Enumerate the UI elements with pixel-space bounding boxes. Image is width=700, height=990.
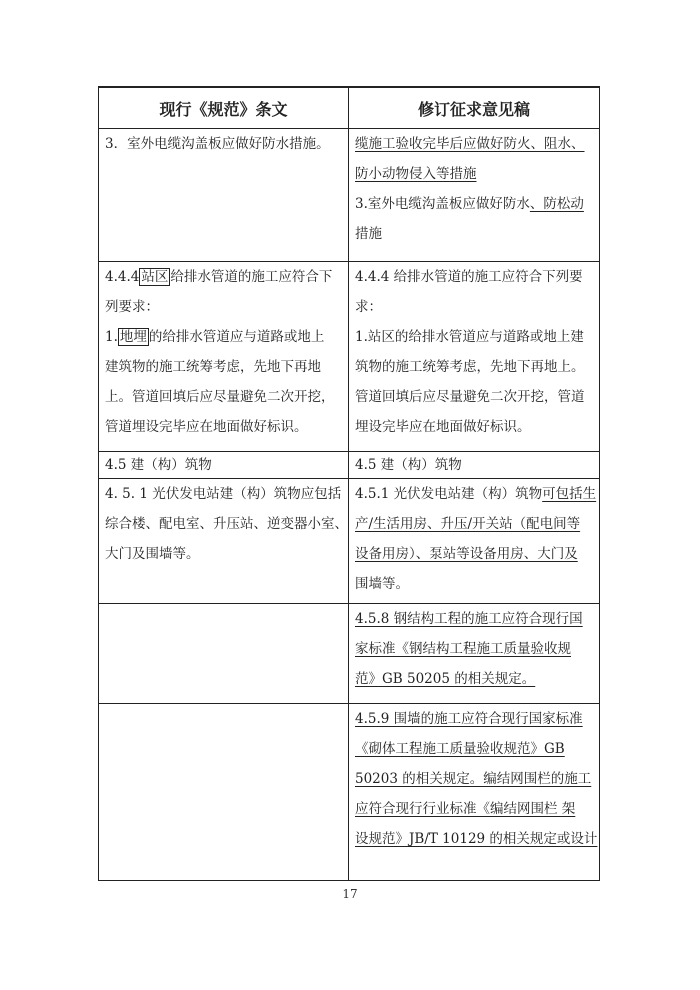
clause-line: 设备用房）、泵站等设备用房、大门及 — [355, 546, 578, 562]
inserted-text: 可包括生 — [542, 486, 597, 502]
clause-line: 大门及围墙等。 — [105, 546, 200, 562]
clause-line: 管道埋设完毕应在地面做好标识。 — [105, 419, 308, 435]
current-clause-cell — [99, 129, 349, 262]
revision-cell — [349, 479, 600, 604]
clause-line: 应符合现行行业标准《编结网围栏 架 — [355, 801, 576, 817]
current-clause-cell — [99, 479, 349, 604]
clause-line — [355, 189, 593, 219]
table-row — [99, 479, 600, 604]
clause-line: 列要求： — [105, 299, 159, 315]
clause-text: 给排水管道的施工应符合下 — [170, 269, 333, 285]
table-header-row — [99, 87, 600, 129]
page-number: 17 — [342, 887, 358, 901]
marked-text: 站区 — [141, 269, 169, 285]
clause-text: 的给排水管道应与道路或地上 — [148, 329, 325, 345]
clause-line: 4.4.4 给排水管道的施工应符合下列要 — [355, 269, 583, 285]
clause-number: 4.4.4 — [105, 269, 140, 285]
clause-line: 设规范》JB/T 10129 的相关规定或设计 — [355, 831, 598, 847]
revision-cell — [349, 704, 600, 881]
clause-line — [105, 262, 342, 292]
revision-comparison-table — [98, 86, 600, 881]
clause-line: 管道回填后应尽量避免二次开挖，管道 — [355, 389, 585, 405]
clause-line: 上。管道回填后应尽量避免二次开挖， — [105, 389, 335, 405]
table-row — [99, 452, 600, 479]
clause-line: 3．室外电缆沟盖板应做好防水措施。 — [105, 136, 330, 152]
section-heading: 4.5 建（构）筑物 — [105, 457, 212, 473]
clause-text: 4.5.1 光伏发电站建（构）筑物 — [355, 486, 543, 502]
clause-line: 产/生活用房、升压/开关站（配电间等 — [355, 516, 581, 532]
clause-line: 范》GB 50205 的相关规定。 — [355, 671, 536, 687]
clause-line: 措施 — [355, 226, 382, 242]
revision-cell — [349, 262, 600, 452]
clause-line: 建筑物的施工统筹考虑，先地下再地 — [105, 359, 321, 375]
clause-line: 家标准《钢结构工程施工质量验收规 — [355, 641, 571, 657]
table-row — [99, 129, 600, 262]
current-clause-cell-empty — [99, 604, 349, 704]
clause-line — [355, 479, 597, 509]
table-row — [99, 604, 600, 704]
clause-line: 4. 5. 1 光伏发电站建（构）筑物应包括 — [105, 486, 342, 502]
clause-text: 3.室外电缆沟盖板应做好防水 — [355, 196, 530, 212]
clause-line: 1.站区的给排水管道应与道路或地上建 — [355, 329, 584, 345]
clause-line: 综合楼、配电室、升压站、逆变器小室、 — [105, 516, 348, 532]
clause-line: 求： — [355, 299, 382, 315]
header-current-clause: 现行《规范》条文 — [99, 87, 349, 129]
current-clause-cell — [99, 262, 349, 452]
clause-line: 4.5.8 钢结构工程的施工应符合现行国 — [355, 611, 583, 627]
clause-line: 埋设完毕应在地面做好标识。 — [355, 419, 531, 435]
revision-cell — [349, 604, 600, 704]
clause-line: 缆施工验收完毕后应做好防火、阻水、 — [355, 136, 585, 152]
current-clause-cell-empty — [99, 704, 349, 881]
marked-text: 地埋 — [119, 329, 147, 345]
clause-line: 4.5.9 围墙的施工应符合现行国家标准 — [355, 711, 583, 727]
clause-line — [105, 322, 342, 352]
current-clause-cell — [99, 452, 349, 479]
table-row — [99, 704, 600, 881]
section-heading: 4.5 建（构）筑物 — [355, 457, 462, 473]
table-row — [99, 262, 600, 452]
inserted-text: 、防松动 — [529, 196, 584, 212]
clause-line: 围墙等。 — [355, 576, 409, 592]
revision-cell — [349, 129, 600, 262]
clause-line: 50203 的相关规定。编结网围栏的施工 — [355, 771, 592, 787]
revision-cell — [349, 452, 600, 479]
clause-line: 《砌体工程施工质量验收规范》GB — [355, 741, 565, 757]
header-revision-draft: 修订征求意见稿 — [349, 87, 600, 129]
item-number: 1. — [105, 329, 118, 345]
clause-line: 筑物的施工统筹考虑，先地下再地上。 — [355, 359, 585, 375]
clause-line: 防小动物侵入等措施 — [355, 166, 477, 182]
